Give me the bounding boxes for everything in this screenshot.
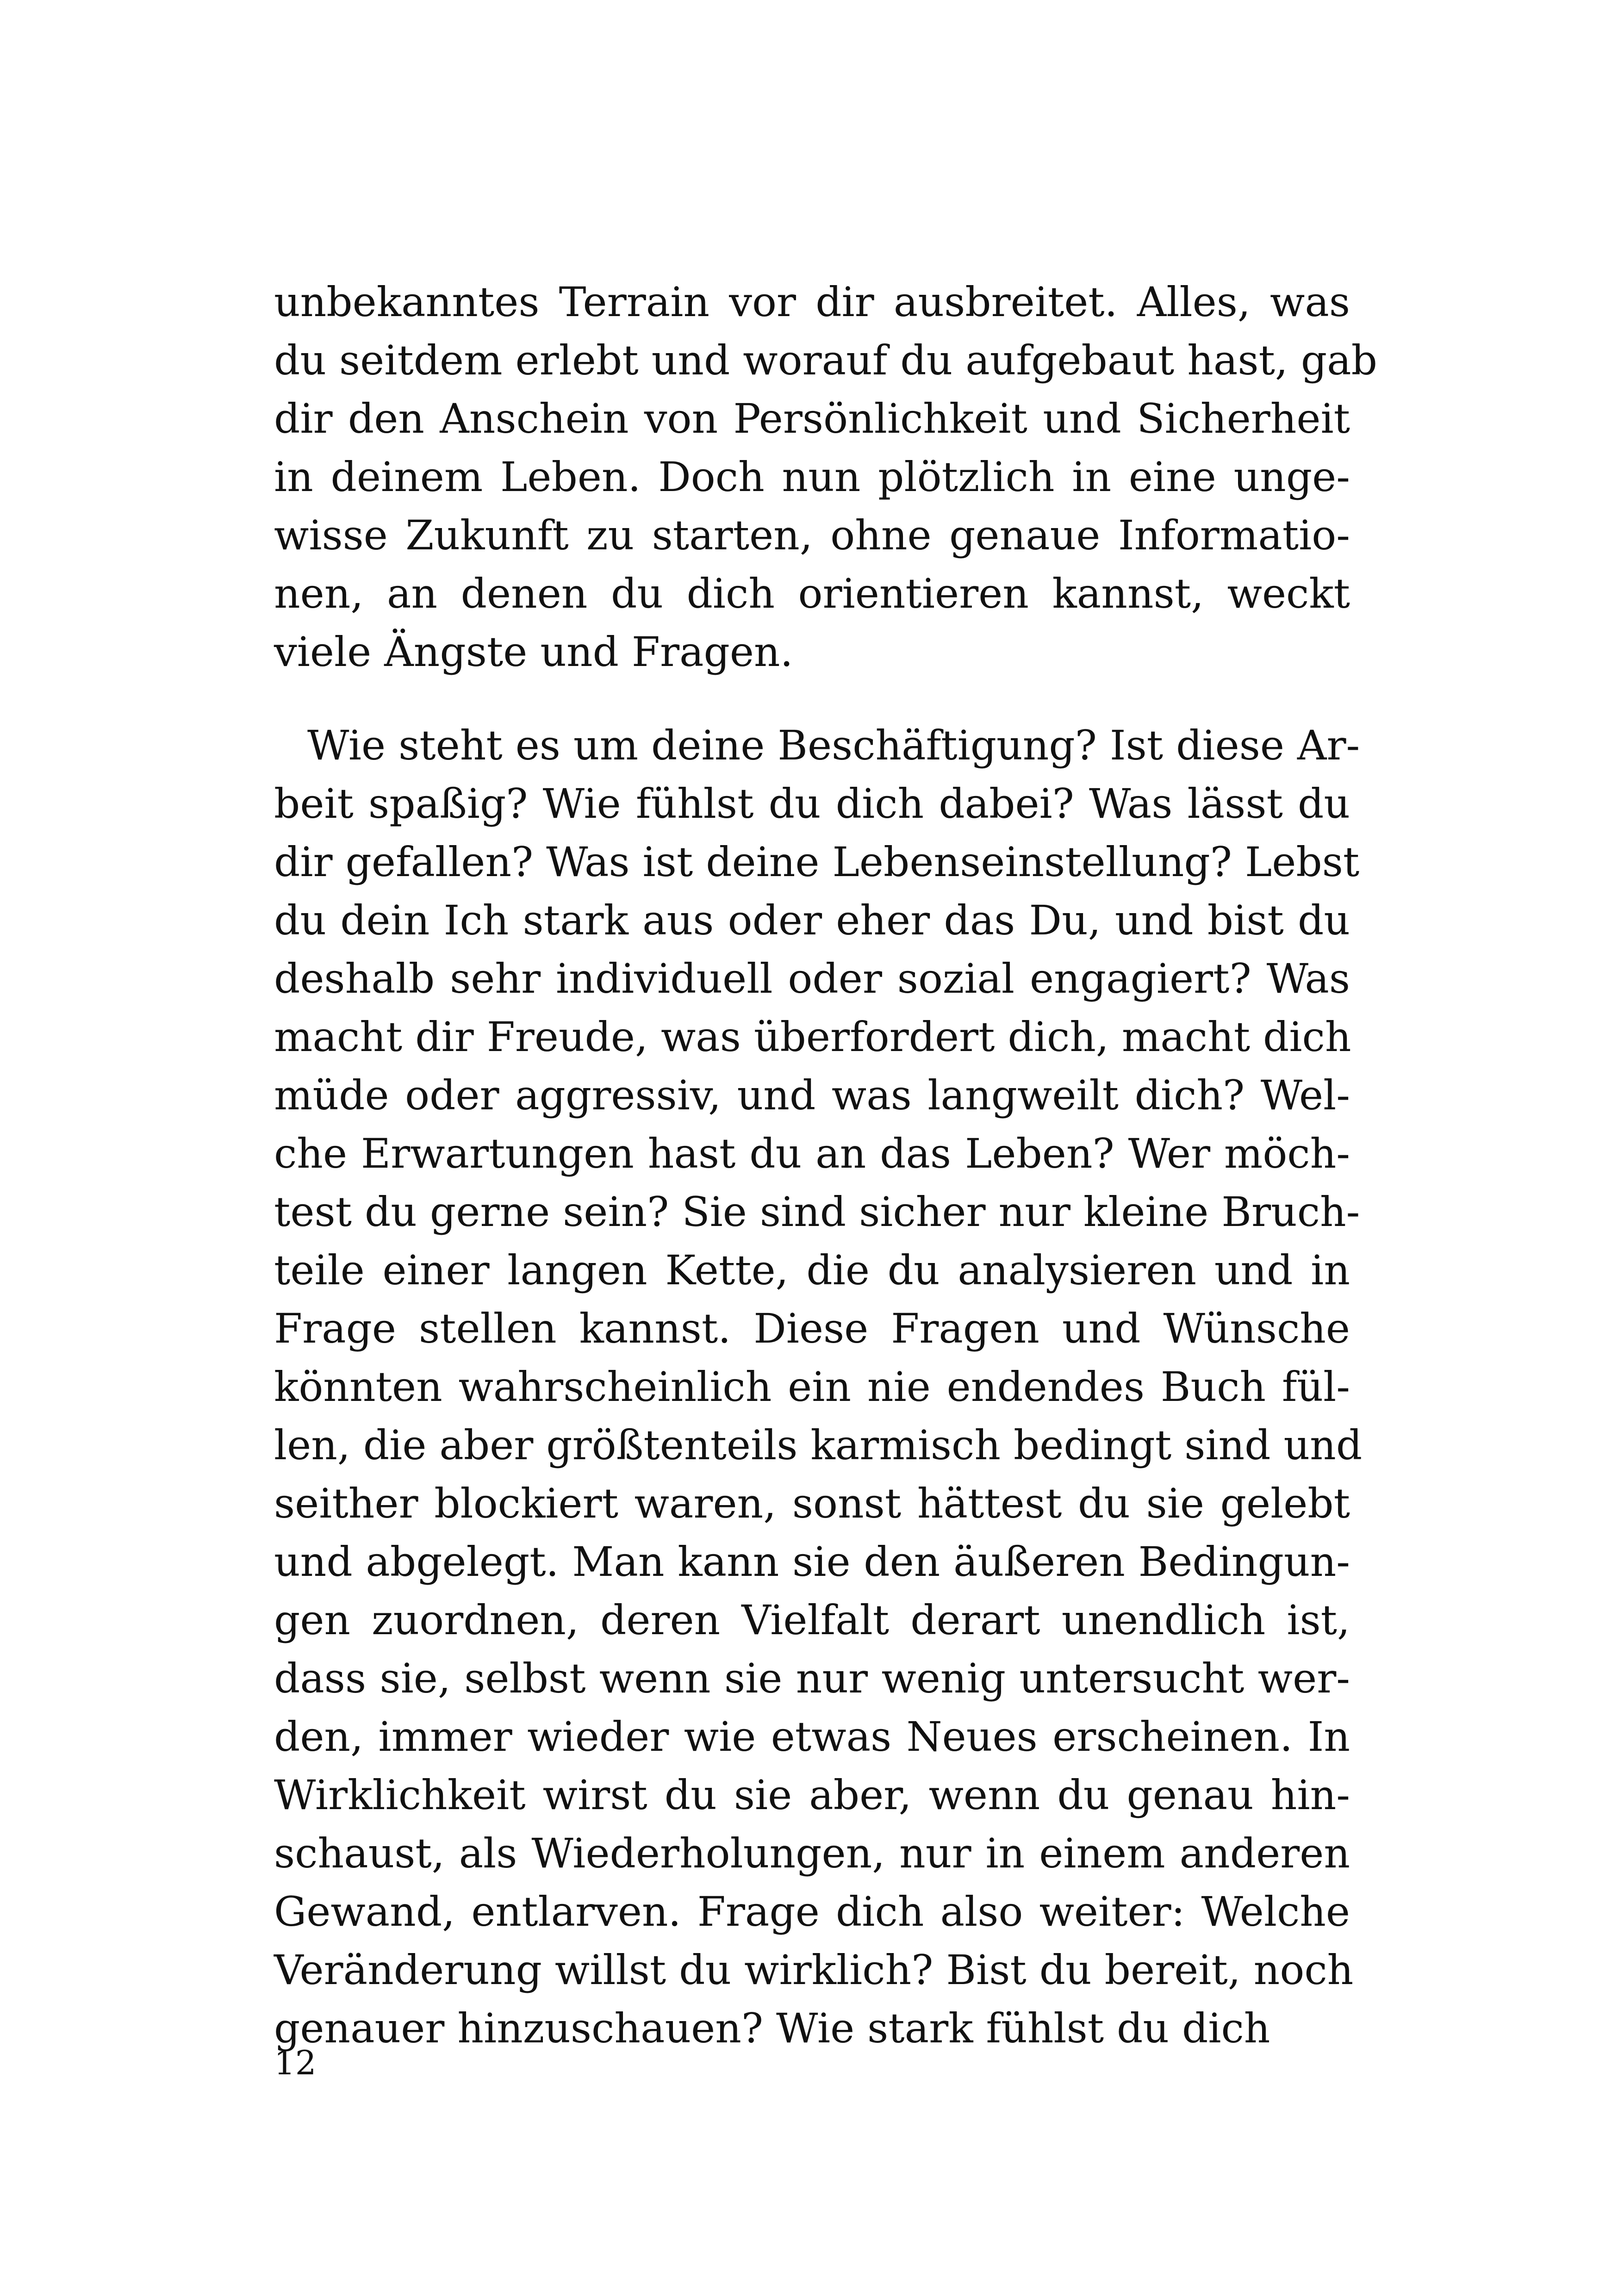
page-number: 12 — [274, 2043, 317, 2082]
text-line: du seitdem erlebt und worauf du aufgebaut hast, gab — [274, 336, 1377, 384]
text-line: unbekanntes Terrain vor dir ausbreitet. Alles, was — [274, 278, 1350, 326]
text-line: nen, an denen du dich orientieren kannst, weckt — [274, 570, 1350, 617]
text-line: und abgelegt. Man kann sie den äußeren Bedingun- — [274, 1538, 1350, 1586]
paragraph-2 — [274, 716, 1363, 2058]
text-line: len, die aber größtenteils karmisch bedingt sind und — [274, 1421, 1363, 1469]
text-line: in deinem Leben. Doch nun plötzlich in eine unge- — [274, 453, 1350, 501]
text-line: dir den Anschein von Persönlichkeit und Sicherheit — [274, 395, 1350, 442]
text-line: könnten wahrscheinlich ein nie endendes Buch fül- — [274, 1363, 1350, 1411]
text-line: genauer hinzuschauen? Wie stark fühlst du dich — [274, 2004, 1270, 2052]
text-line: test du gerne sein? Sie sind sicher nur kleine Bruch- — [274, 1188, 1360, 1236]
text-line: schaust, als Wiederholungen, nur in einem anderen — [274, 1829, 1350, 1877]
text-line: du dein Ich stark aus oder eher das Du, und bist du — [274, 896, 1350, 944]
text-line: wisse Zukunft zu starten, ohne genaue Informatio- — [274, 511, 1350, 559]
text-line: deshalb sehr individuell oder sozial engagiert? Was — [274, 955, 1350, 1002]
text-line: che Erwartungen hast du an das Leben? Wer möch- — [274, 1130, 1350, 1177]
text-line: teile einer langen Kette, die du analysieren und in — [274, 1246, 1350, 1294]
text-line: dir gefallen? Was ist deine Lebenseinstellung? Lebst — [274, 838, 1360, 886]
text-line: Veränderung willst du wirklich? Bist du bereit, noch — [274, 1946, 1354, 1994]
text-line: gen zuordnen, deren Vielfalt derart unendlich ist, — [274, 1596, 1350, 1644]
text-line: beit spaßig? Wie fühlst du dich dabei? Was lässt du — [274, 780, 1350, 828]
text-line: Wie steht es um deine Beschäftigung? Ist diese Ar- — [307, 722, 1360, 769]
body-text — [274, 273, 1377, 2058]
text-line: macht dir Freude, was überfordert dich, macht dich — [274, 1013, 1351, 1061]
text-line: viele Ängste und Fragen. — [274, 628, 793, 676]
paragraph-1 — [274, 273, 1377, 681]
text-line: den, immer wieder wie etwas Neues erscheinen. In — [274, 1713, 1350, 1761]
text-line: müde oder aggressiv, und was langweilt dich? Wel- — [274, 1071, 1350, 1119]
text-line: Wirklichkeit wirst du sie aber, wenn du genau hin- — [274, 1771, 1350, 1819]
text-line: Frage stellen kannst. Diese Fragen und Wünsche — [274, 1305, 1350, 1352]
text-line: seither blockiert waren, sonst hättest du sie gelebt — [274, 1480, 1350, 1527]
text-line: dass sie, selbst wenn sie nur wenig untersucht wer- — [274, 1655, 1350, 1702]
text-line: Gewand, entlarven. Frage dich also weiter: Welche — [274, 1888, 1350, 1935]
